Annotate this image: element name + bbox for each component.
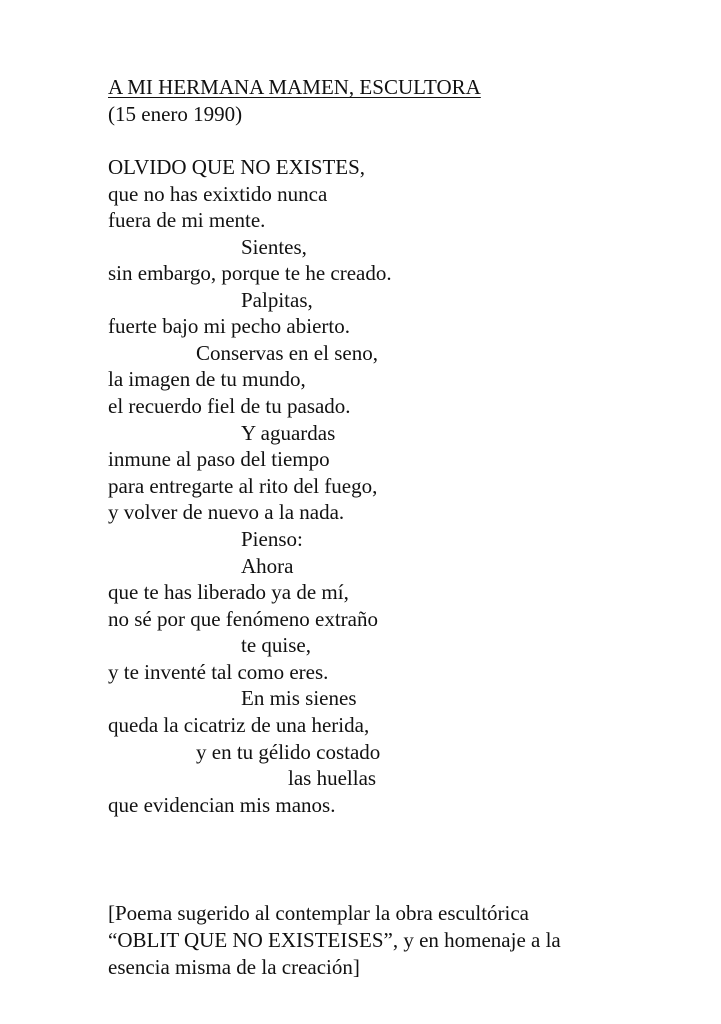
poem-line: Y aguardas xyxy=(241,421,336,445)
page-title: A MI HERMANA MAMEN, ESCULTORA xyxy=(108,75,481,99)
poem-line: y volver de nuevo a la nada. xyxy=(108,500,345,524)
poem-line: que te has liberado ya de mí, xyxy=(108,580,349,604)
poem-line: para entregarte al rito del fuego, xyxy=(108,474,378,498)
poem-line: queda la cicatriz de una herida, xyxy=(108,713,370,737)
poem-line: las huellas xyxy=(288,766,377,790)
poem-line: Ahora xyxy=(241,554,294,578)
poem-line: que no has exixtido nunca xyxy=(108,182,328,206)
footnote-line: [Poema sugerido al contemplar la obra escultórica xyxy=(108,901,530,925)
poem-line: Pienso: xyxy=(241,527,303,551)
poem-line: sin embargo, porque te he creado. xyxy=(108,261,392,285)
poem-line: fuerte bajo mi pecho abierto. xyxy=(108,314,350,338)
poem-line: no sé por que fenómeno extraño xyxy=(108,607,378,631)
poem-line: Sientes, xyxy=(241,235,307,259)
footnote-line: “OBLIT QUE NO EXISTEISES”, y en homenaje a la xyxy=(108,928,561,952)
poem-line: Palpitas, xyxy=(241,288,313,312)
poem-line: En mis sienes xyxy=(241,686,357,710)
poem-line: Conservas en el seno, xyxy=(196,341,378,365)
poem-line: OLVIDO QUE NO EXISTES, xyxy=(108,155,366,179)
poem-line: que evidencian mis manos. xyxy=(108,793,336,817)
poem-line: el recuerdo fiel de tu pasado. xyxy=(108,394,351,418)
poem-line: y te inventé tal como eres. xyxy=(108,660,329,684)
poem-line: inmune al paso del tiempo xyxy=(108,447,330,471)
poem-line: fuera de mi mente. xyxy=(108,208,266,232)
date-line: (15 enero 1990) xyxy=(108,102,243,126)
poem-line: la imagen de tu mundo, xyxy=(108,367,306,391)
poem-line: te quise, xyxy=(241,633,311,657)
footnote-line: esencia misma de la creación] xyxy=(108,955,360,979)
poem-line: y en tu gélido costado xyxy=(196,740,381,764)
